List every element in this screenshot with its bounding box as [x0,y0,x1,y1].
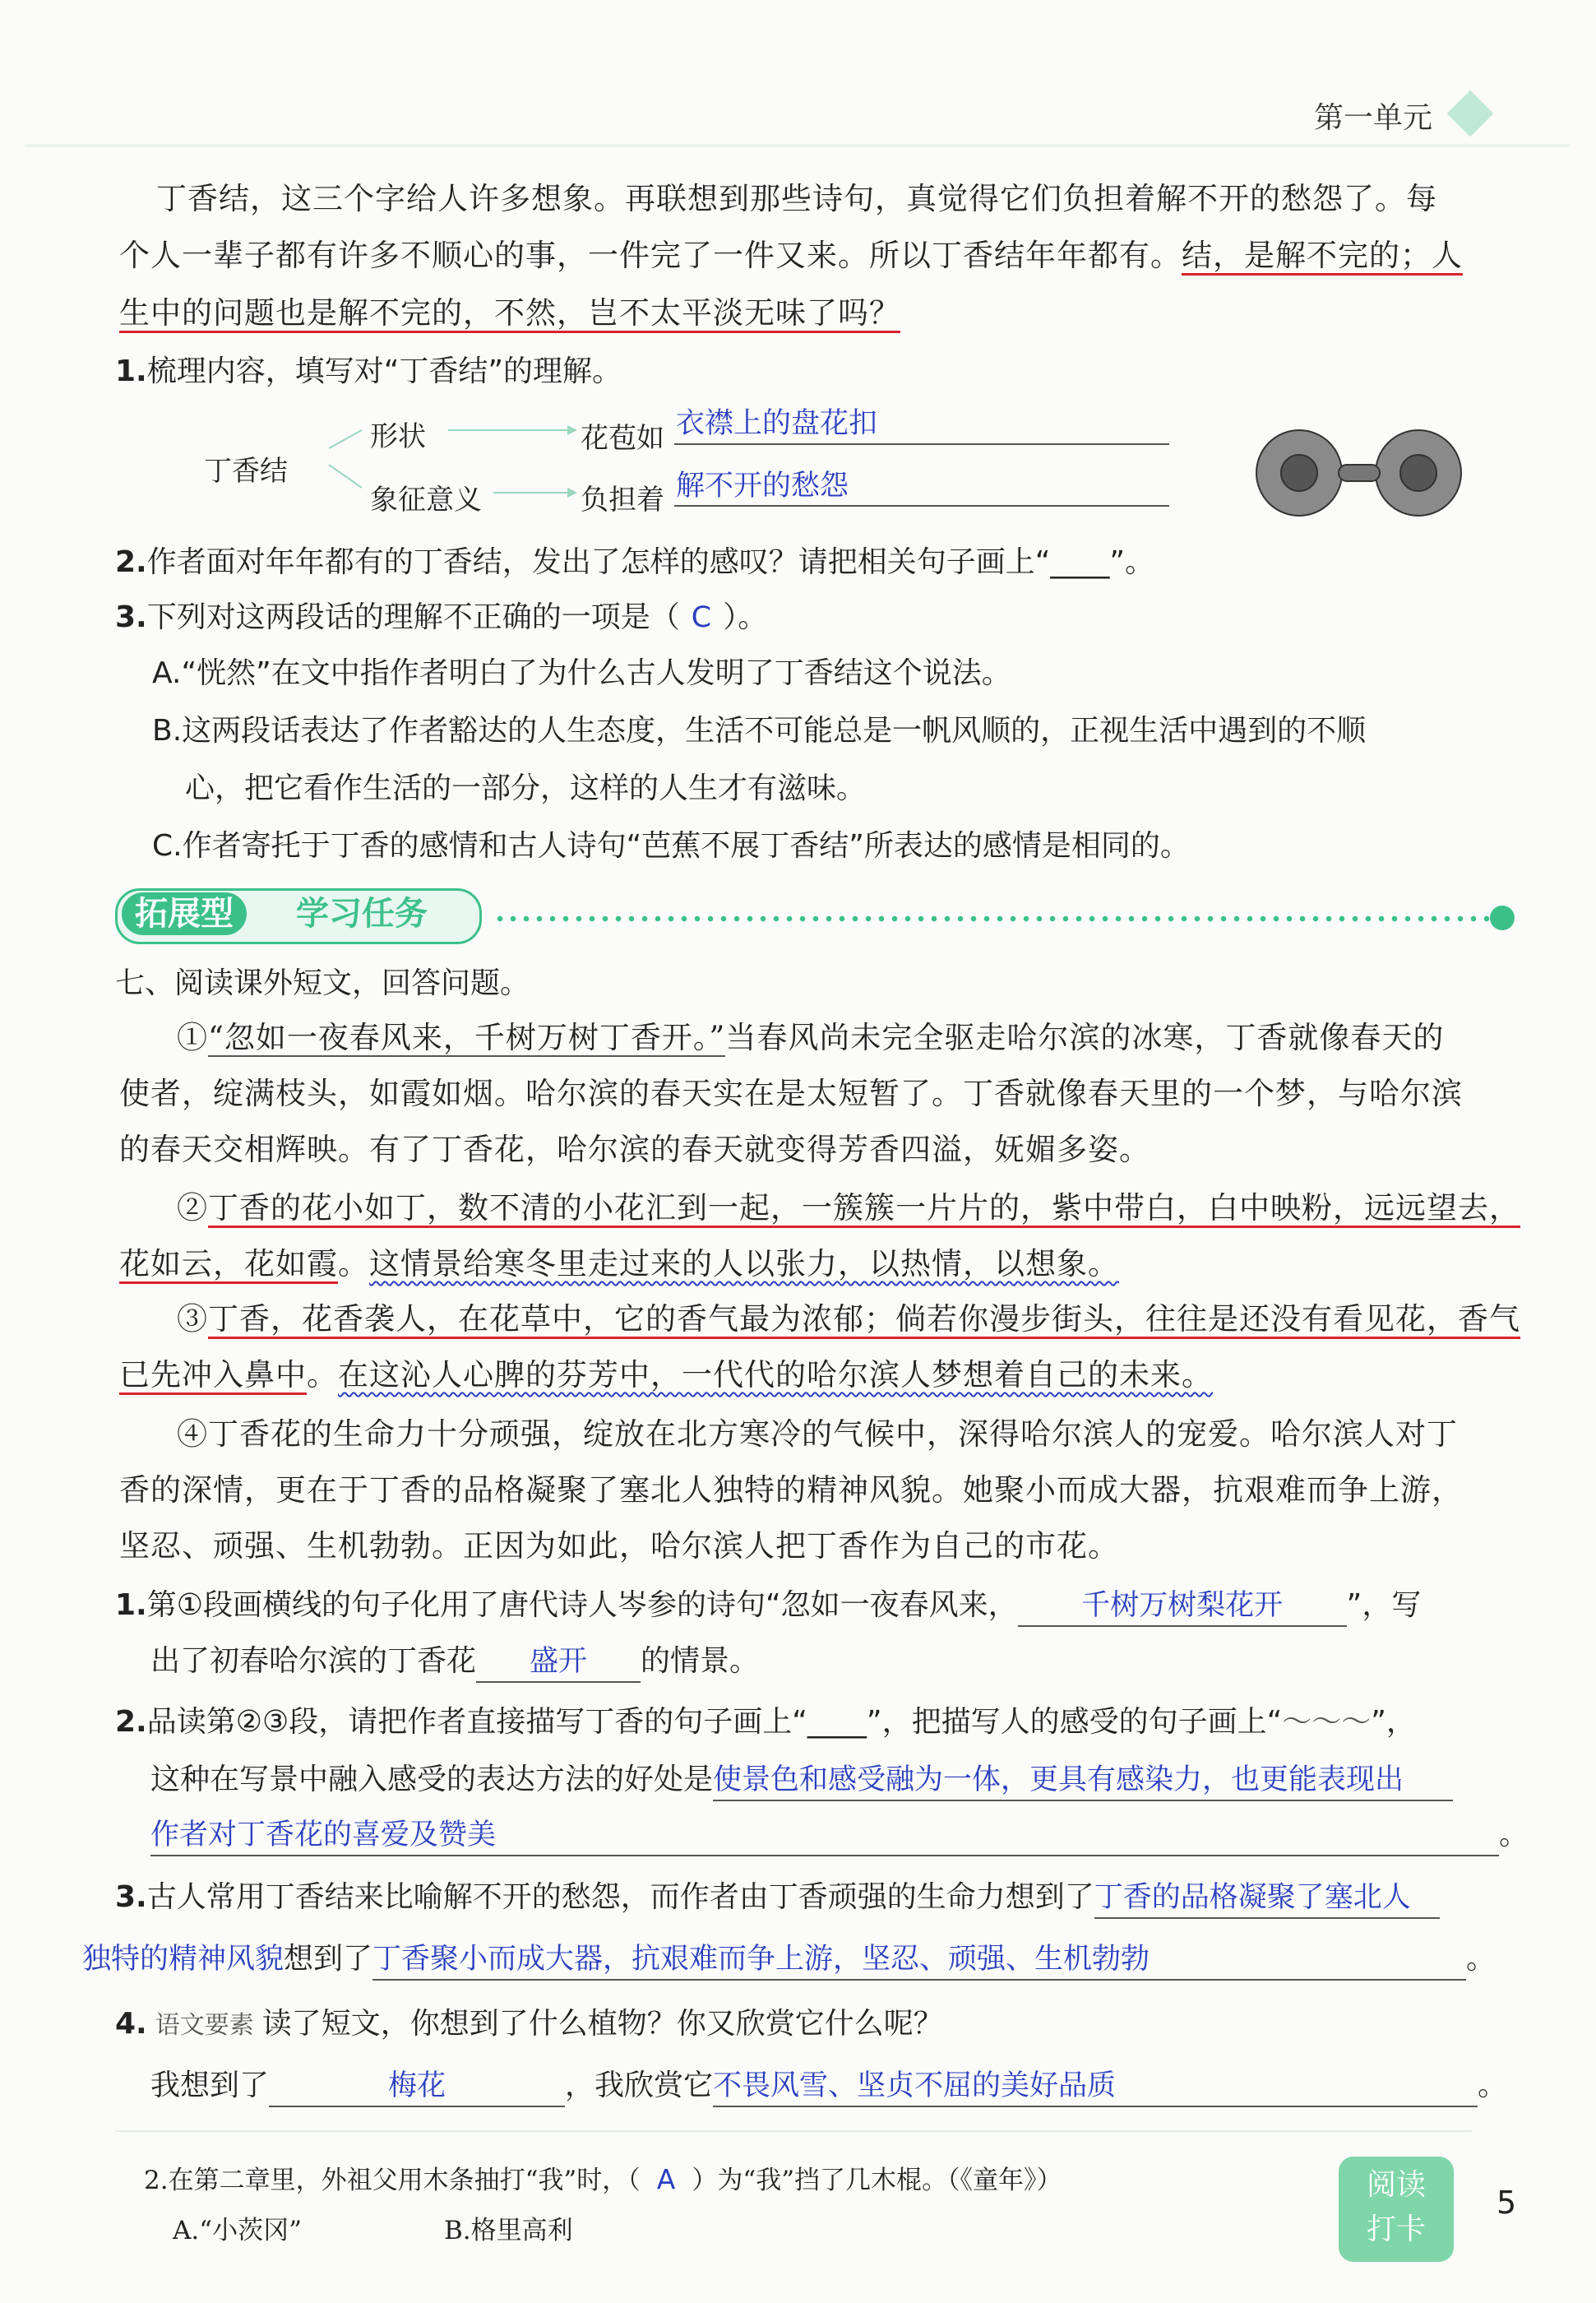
question-3: 3.下列对这两段话的理解不正确的一项是（ C ）。 [115,600,768,634]
option-c: C.作者寄托于丁香的感情和古人诗句“芭蕉不展丁香结”所表达的感情是相同的。 [152,829,1190,863]
p2-line2: 花如云，花如霞。这情景给寒冬里走过来的人以张力，以热情，以想象。 [119,1244,1119,1284]
section-dotted-rule [493,915,1513,922]
concept-target-1: 花苞如 [581,422,664,455]
p1-line1: ①“忽如一夜春风来，千树万树丁香开。”当春风尚未完全驱走哈尔滨的冰寒，丁香就像春天的 [177,1020,1445,1055]
answer-1-2: 解不开的愁怨 [676,470,849,503]
answer-b4-2: 不畏风雪、坚贞不屈的美好品质 [713,2066,1478,2107]
p4-line2: 香的深情，更在于丁香的品格凝聚了塞北人独特的精神风貌。她聚小而成大器，抗艰难而争上游， [119,1472,1463,1508]
b-question-3: 3.古人常用丁香结来比喻解不开的愁怨，而作者由丁香顽强的生命力想到了丁香的品格凝聚了塞北人 [115,1878,1440,1919]
p3-line2: 已先冲入鼻中。在这沁人心脾的芬芳中，一代代的哈尔滨人梦想着自己的未来。 [119,1355,1213,1395]
footer-rule [115,2130,1472,2132]
underlined-sentence: 丁香，花香袭人，在花草中，它的香气最为浓郁；倘若你漫步街头，往往是还没有看见花，香气 [208,1301,1520,1339]
tag-label: 语文要素 [155,2011,254,2040]
option-b-line1: B.这两段话表达了作者豁达的人生态度，生活不可能总是一帆风顺的，正视生活中遇到的不顺 [152,714,1367,748]
footer-option-b: B.格里高利 [444,2216,573,2245]
unit-label: 第一单元 [1314,101,1433,135]
b-question-4-line2: 我想到了 梅花 ，我欣赏它不畏风雪、坚贞不屈的美好品质 。 [150,2066,1507,2107]
underlined-sentence: 花如云，花如霞 [119,1246,338,1284]
passage1-line3 [119,294,900,333]
b-question-4: 4. 语文要素 读了短文，你想到了什么植物？你又欣赏它什么呢？ [115,2007,943,2041]
answer-3: C [691,601,712,634]
p4-line3: 坚忍、顽强、生机勃勃。正因为如此，哈尔滨人把丁香作为自己的市花。 [119,1528,1119,1564]
underlined-poem: “忽如一夜春风来，千树万树丁香开。” [208,1020,726,1055]
section-end-dot [1490,906,1515,930]
underlined-sentence: 生中的问题也是解不完的，不然，岂不太平淡无味了吗？ [119,295,900,333]
answer-b3-1-cont: 独特的精神风貌 [82,1943,285,1976]
b-question-1: 1.第①段画横线的句子化用了唐代诗人岑参的诗句“忽如一夜春风来， 千树万树梨花开 ”，写 [115,1586,1421,1627]
part7-heading: 七、阅读课外短文，回答问题。 [115,966,530,1000]
p4-line1: ④丁香花的生命力十分顽强，绽放在北方寒冷的气候中，深得哈尔滨人的宠爱。哈尔滨人对丁 [177,1416,1458,1452]
underlined-sentence: 结，是解不完的；人 [1182,238,1463,276]
question-2: 2.作者面对年年都有的丁香结，发出了怎样的感叹？请把相关句子画上“____”。 [115,545,1155,579]
underlined-sentence: 丁香的花小如丁，数不清的小花汇到一起，一簇簇一片片的，紫中带白，白中映粉，远远望去， [208,1190,1520,1228]
footer-question: 2.在第二章里，外祖父用木条抽打“我”时，（ A ）为“我”挡了几木棍。（《童年》） [144,2163,1062,2195]
p1-line2: 使者，绽满枝头，如霞如烟。哈尔滨的春天实在是太短暂了。丁香就像春天里的一个梦，与哈尔滨 [119,1076,1463,1111]
answer-b2-2: 作者对丁香花的喜爱及赞美 [150,1815,1499,1856]
section-title: 学习任务 [296,895,428,933]
badge-line-2: 打卡 [1366,2213,1426,2246]
answer-b3-1: 丁香的品格凝聚了塞北人 [1094,1878,1440,1919]
concept-target-2: 负担着 [581,484,664,517]
concept-center: 丁香结 [204,455,288,488]
option-a: A.“恍然”在文中指作者明白了为什么古人发明了丁香结这个说法。 [152,656,1011,690]
footer-option-a: A.“小茨冈” [173,2216,302,2245]
diamond-icon [1447,90,1494,137]
b-question-2-line2: 这种在写景中融入感受的表达方法的好处是使景色和感受融为一体，更具有感染力，也更能表现出 [150,1760,1453,1801]
answer-1-1: 衣襟上的盘花扣 [676,407,878,440]
b-question-2: 2.品读第②③段，请把作者直接描写丁香的句子画上“____”，把描写人的感受的句子画上“～～～”， [115,1705,1416,1739]
section-tag: 拓展型 [122,892,247,935]
footer-answer: A [656,2163,676,2195]
p2-line1: ②丁香的花小如丁，数不清的小花汇到一起，一簇簇一片片的，紫中带白，白中映粉，远远望去， [177,1189,1520,1228]
wavy-sentence: 在这沁人心脾的芬芳中，一代代的哈尔滨人梦想着自己的未来。 [338,1357,1213,1392]
b-question-2-line3: 作者对丁香花的喜爱及赞美 。 [150,1815,1529,1856]
answer-b1-1: 千树万树梨花开 [1018,1586,1347,1627]
p3-line1: ③丁香，花香袭人，在花草中，它的香气最为浓郁；倘若你漫步街头，往往是还没有看见花，香气 [177,1300,1520,1339]
header-rule [25,144,1571,147]
passage1-line2: 个人一辈子都有许多不顺心的事，一件完了一件又来。所以丁香结年年都有。结，是解不完的；人 [119,236,1463,276]
answer-b2-1: 使景色和感受融为一体，更具有感染力，也更能表现出 [713,1760,1453,1801]
passage1-line1: 丁香结，这三个字给人许多想象。再联想到那些诗句，真觉得它们负担着解不开的愁怨了。每 [156,181,1437,216]
page-number: 5 [1497,2185,1517,2221]
p1-line3: 的春天交相辉映。有了丁香花，哈尔滨的春天就变得芳香四溢，妩媚多姿。 [119,1132,1150,1167]
badge-line-1: 阅读 [1366,2168,1426,2202]
concept-branch-shape: 形状 [370,420,426,453]
reading-checkin-badge[interactable] [1339,2157,1454,2262]
concept-branch-symbol: 象征意义 [370,484,482,517]
b-question-3-line2: 独特的精神风貌想到了丁香聚小而成大器，抗艰难而争上游，坚忍、顽强、生机勃勃 。 [82,1939,1496,1981]
question-1: 1.梳理内容，填写对“丁香结”的理解。 [115,354,622,388]
option-b-line2: 心，把它看作生活的一部分，这样的人生才有滋味。 [185,772,867,805]
wavy-sentence: 这情景给寒冬里走过来的人以张力，以热情，以想象。 [369,1246,1119,1281]
b-question-1-line2: 出了初春哈尔滨的丁香花 盛开 的情景。 [150,1642,759,1683]
answer-b3-2: 丁香聚小而成大器，抗艰难而争上游，坚忍、顽强、生机勃勃 [372,1939,1466,1981]
knot-button-illustration [1242,419,1480,526]
answer-b1-2: 盛开 [476,1642,641,1683]
answer-b4-1: 梅花 [269,2066,565,2107]
underlined-sentence: 已先冲入鼻中 [119,1357,307,1395]
